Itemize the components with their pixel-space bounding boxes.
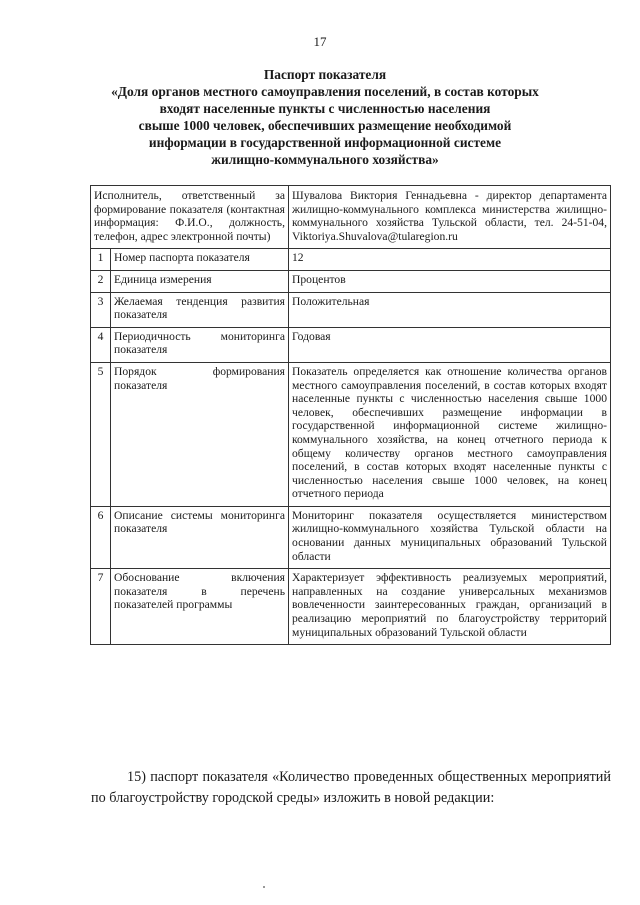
- row-value: Характеризует эффективность реализуемых мероприятий, направленных на создание универсальных механизмов вовлеченности заинтересованных граждан, организаций в реализацию мероприятий по благоустройству территорий муниципальных образований Тульской области: [289, 569, 611, 645]
- title-line: информации в государственной информационной системе: [148, 135, 502, 150]
- table-row: [91, 270, 611, 292]
- row-number: 3: [91, 292, 111, 327]
- row-value: Процентов: [289, 270, 611, 292]
- row-label: Единица измерения: [111, 270, 289, 292]
- table-row: [91, 362, 611, 506]
- row-label: Описание системы мониторинга показателя: [111, 506, 289, 568]
- row-label: Периодичность мониторинга показателя: [111, 327, 289, 362]
- row-number: 1: [91, 249, 111, 271]
- row-label: Порядок формирования показателя: [111, 362, 289, 506]
- row-number: 4: [91, 327, 111, 362]
- title-line: «Доля органов местного самоуправления поселений, в состав которых: [111, 84, 539, 99]
- row-number: 7: [91, 569, 111, 645]
- responsible-label: Исполнитель, ответственный за формирование показателя (контактная информация: Ф.И.О., должность, телефон, адрес электронной почты): [91, 186, 289, 249]
- table-row: [91, 292, 611, 327]
- row-label: Желаемая тенденция развития показателя: [111, 292, 289, 327]
- row-label: Обоснование включения показателя в перечень показателей программы: [111, 569, 289, 645]
- responsible-value: Шувалова Виктория Геннадьевна - директор департамента жилищно-коммунального комплекса министерства жилищно-коммунального хозяйства Тульской области, тел. 24-51-04, Viktoriya.Shuvalova@tularegion.ru: [289, 186, 611, 249]
- title-line: Паспорт показателя: [263, 67, 387, 82]
- row-number: 2: [91, 270, 111, 292]
- passport-table: [90, 185, 611, 645]
- title-line: входят населенные пункты с численностью населения: [159, 101, 491, 116]
- table-row: [91, 327, 611, 362]
- row-value: Положительная: [289, 292, 611, 327]
- row-value: Годовая: [289, 327, 611, 362]
- row-value: Мониторинг показателя осуществляется министерством жилищно-коммунального хозяйства Тульской области на основании данных муниципальных образований Тульской области: [289, 506, 611, 568]
- row-value: 12: [289, 249, 611, 271]
- table-row: [91, 506, 611, 568]
- row-number: 6: [91, 506, 111, 568]
- table-row: [91, 186, 611, 249]
- row-label: Номер паспорта показателя: [111, 249, 289, 271]
- title-line: жилищно-коммунального хозяйства»: [211, 152, 439, 167]
- row-number: 5: [91, 362, 111, 506]
- document-title: [70, 66, 580, 168]
- scan-speck: [263, 886, 265, 888]
- table-row: [91, 569, 611, 645]
- table-row: [91, 249, 611, 271]
- page-number: 17: [313, 34, 327, 49]
- row-value: Показатель определяется как отношение количества органов местного самоуправления поселений, в состав которых входят населенные пункты с численностью населения свыше 1000 человек, обеспечивших размещение информации в государственной информационной системе жилищно-коммунального хозяйства, на конец отчетного периода к общему количеству органов местного самоуправления поселений, в состав которых входят населенные пункты с численностью населения свыше 1000 человек, на конец отчетного периода: [289, 362, 611, 506]
- body-paragraph: 15) паспорт показателя «Количество проведенных общественных мероприятий по благоустройству городской среды» изложить в новой редакции:: [91, 769, 611, 806]
- title-line: свыше 1000 человек, обеспечивших размещение необходимой: [138, 118, 512, 133]
